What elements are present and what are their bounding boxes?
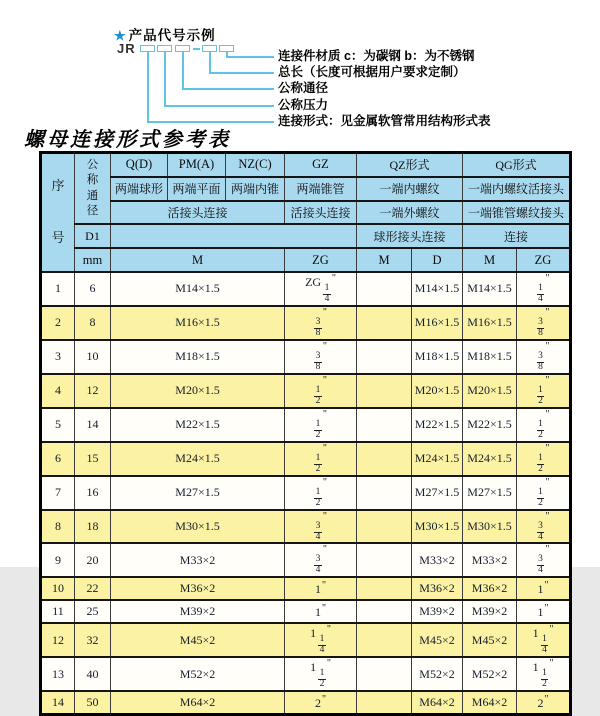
table-row xyxy=(41,600,571,623)
table-cell-m_thread: M52×2 xyxy=(111,657,285,691)
table-cell-qg_m: M30×1.5 xyxy=(463,510,517,544)
table-cell-qz_m xyxy=(357,543,412,577)
table-cell-qg_m: M36×2 xyxy=(463,577,517,600)
code-box-3 xyxy=(175,45,190,52)
code-label-material: 连接件材质 c：为碳钢 b：为不锈钢 xyxy=(278,49,475,63)
header-cell-gz-desc: 两端锥管 xyxy=(285,177,357,201)
table-cell-gz_zg: $\frac{1}{2}$ " xyxy=(285,374,357,408)
table-cell-gz_zg: $\frac{3}{8}$ " xyxy=(285,340,357,374)
table-cell-qz_m xyxy=(357,657,412,691)
table-cell-qg_m: M14×1.5 xyxy=(463,272,517,306)
table-cell-no: 11 xyxy=(41,600,75,623)
table-row xyxy=(41,272,571,306)
table-cell-qg_zg: $\frac{3}{4}$ " xyxy=(517,510,571,544)
table-row xyxy=(41,476,571,510)
table-cell-gz_zg: $\frac{3}{4}$ " xyxy=(285,510,357,544)
code-box-1 xyxy=(140,45,155,52)
table-cell-mm: 40 xyxy=(75,657,111,691)
table-cell-gz_zg: 1 $\frac{1}{4}$ " xyxy=(285,623,357,657)
header-cell-pm: PM(A) xyxy=(168,153,226,177)
table-cell-qg_m: M45×2 xyxy=(463,623,517,657)
table-cell-qg_m: M52×2 xyxy=(463,657,517,691)
code-label-length: 总长（长度可根据用户要求定制） xyxy=(278,65,466,79)
table-cell-no: 6 xyxy=(41,442,75,476)
header-cell-qz-desc: 一端内螺纹 xyxy=(357,177,463,201)
table-row xyxy=(41,442,571,476)
table-cell-no: 1 xyxy=(41,272,75,306)
table-cell-gz_zg: $\frac{1}{2}$ " xyxy=(285,476,357,510)
table-cell-qg_zg: $\frac{1}{2}$ " xyxy=(517,476,571,510)
table-cell-m_thread: M24×1.5 xyxy=(111,442,285,476)
table-row xyxy=(41,306,571,340)
header-cell-blank xyxy=(111,224,357,248)
header-cell-q: Q(D) xyxy=(111,153,168,177)
diagram-title-text: 产品代号示例 xyxy=(128,28,216,43)
table-cell-qz_d: M22×1.5 xyxy=(412,408,463,442)
header-cell-qg: QG形式 xyxy=(463,153,571,177)
header-cell-mm: mm xyxy=(75,248,111,272)
header-cell-gz-conn: 活接头连接 xyxy=(285,201,357,225)
code-prefix: JR xyxy=(117,41,136,56)
table-cell-gz_zg: 2" xyxy=(285,691,357,714)
table-cell-m_thread: M39×2 xyxy=(111,600,285,623)
reference-table xyxy=(39,151,572,716)
table-cell-qg_m: M22×1.5 xyxy=(463,408,517,442)
table-cell-qz_d: M24×1.5 xyxy=(412,442,463,476)
table-cell-mm: 50 xyxy=(75,691,111,714)
table-cell-qg_zg: 1" xyxy=(517,577,571,600)
code-label-connection: 连接形式：见金属软管常用结构形式表 xyxy=(278,114,491,128)
table-cell-qg_m: M18×1.5 xyxy=(463,340,517,374)
table-cell-qz_m xyxy=(357,340,412,374)
table-cell-gz_zg: ZG $\frac{1}{4}$ " xyxy=(285,272,357,306)
connector-line xyxy=(147,52,149,121)
header-cell-qg-zg: ZG xyxy=(517,248,571,272)
connector-line xyxy=(182,88,274,90)
table-cell-qg_zg: $\frac{3}{8}$ " xyxy=(517,340,571,374)
table-cell-mm: 14 xyxy=(75,408,111,442)
table-cell-no: 9 xyxy=(41,543,75,577)
table-cell-qg_zg: 1 $\frac{1}{2}$ " xyxy=(517,657,571,691)
code-box-2 xyxy=(157,45,172,52)
header-cell-nz: NZ(C) xyxy=(226,153,285,177)
table-cell-no: 2 xyxy=(41,306,75,340)
table-cell-qg_zg: $\frac{3}{8}$ " xyxy=(517,306,571,340)
header-cell-seq: 序号 xyxy=(41,153,75,272)
table-cell-qz_d: M30×1.5 xyxy=(412,510,463,544)
table-cell-m_thread: M27×1.5 xyxy=(111,476,285,510)
table-cell-qz_d: M18×1.5 xyxy=(412,340,463,374)
header-cell-qg-conn: 一端锥管螺纹接头 xyxy=(463,201,571,225)
table-cell-gz_zg: $\frac{3}{4}$ " xyxy=(285,543,357,577)
table-row xyxy=(41,510,571,544)
table-cell-mm: 18 xyxy=(75,510,111,544)
table-cell-qz_m xyxy=(357,476,412,510)
header-cell-zg-gz: ZG xyxy=(285,248,357,272)
table-cell-no: 12 xyxy=(41,623,75,657)
connector-line xyxy=(226,56,274,58)
table-cell-m_thread: M16×1.5 xyxy=(111,306,285,340)
header-cell-qz-joint: 球形接头连接 xyxy=(357,224,463,248)
table-cell-gz_zg: 1" xyxy=(285,577,357,600)
table-cell-mm: 6 xyxy=(75,272,111,306)
star-icon: ★ xyxy=(114,28,127,43)
table-cell-m_thread: M20×1.5 xyxy=(111,374,285,408)
table-cell-qz_d: M64×2 xyxy=(412,691,463,714)
table-cell-qz_d: M16×1.5 xyxy=(412,306,463,340)
table-cell-no: 10 xyxy=(41,577,75,600)
table-cell-qz_d: M20×1.5 xyxy=(412,374,463,408)
table-cell-m_thread: M22×1.5 xyxy=(111,408,285,442)
table-cell-qz_d: M36×2 xyxy=(412,577,463,600)
table-cell-qg_zg: $\frac{3}{4}$ " xyxy=(517,543,571,577)
table-cell-no: 3 xyxy=(41,340,75,374)
table-cell-qg_zg: 2" xyxy=(517,691,571,714)
table-row xyxy=(41,577,571,600)
table-cell-mm: 10 xyxy=(75,340,111,374)
table-body xyxy=(41,272,571,714)
code-separator-dash xyxy=(193,48,200,50)
table-cell-qz_m xyxy=(357,691,412,714)
header-cell-qz: QZ形式 xyxy=(357,153,463,177)
table-cell-no: 5 xyxy=(41,408,75,442)
table-cell-qz_m xyxy=(357,374,412,408)
table-row xyxy=(41,657,571,691)
header-cell-nz-desc: 两端内锥 xyxy=(226,177,285,201)
table-cell-mm: 8 xyxy=(75,306,111,340)
table-cell-qz_m xyxy=(357,306,412,340)
header-cell-q-desc: 两端球形 xyxy=(111,177,168,201)
code-label-diameter: 公称通径 xyxy=(278,81,329,95)
header-cell-d1: D1 xyxy=(75,224,111,248)
table-row xyxy=(41,543,571,577)
table-cell-mm: 16 xyxy=(75,476,111,510)
table-cell-gz_zg: 1 $\frac{1}{2}$ " xyxy=(285,657,357,691)
table-cell-qg_m: M33×2 xyxy=(463,543,517,577)
table-cell-qz_m xyxy=(357,577,412,600)
header-cell-qg-m: M xyxy=(463,248,517,272)
table-cell-no: 8 xyxy=(41,510,75,544)
table-cell-qg_zg: $\frac{1}{4}$ " xyxy=(517,272,571,306)
table-cell-qz_d: M45×2 xyxy=(412,623,463,657)
header-cell-m-main: M xyxy=(111,248,285,272)
table-row xyxy=(41,374,571,408)
table-cell-m_thread: M64×2 xyxy=(111,691,285,714)
code-box-5 xyxy=(219,45,234,52)
connector-line xyxy=(182,52,184,88)
connector-line xyxy=(209,52,211,72)
table-cell-qg_m: M20×1.5 xyxy=(463,374,517,408)
table-cell-mm: 22 xyxy=(75,577,111,600)
table-cell-mm: 12 xyxy=(75,374,111,408)
table-cell-mm: 25 xyxy=(75,600,111,623)
table-cell-m_thread: M36×2 xyxy=(111,577,285,600)
table-cell-qz_m xyxy=(357,408,412,442)
header-cell-union-conn: 活接头连接 xyxy=(111,201,285,225)
table-row xyxy=(41,691,571,714)
table-cell-gz_zg: 1" xyxy=(285,600,357,623)
header-cell-dn: 公称通径 xyxy=(75,153,111,225)
table-cell-gz_zg: $\frac{1}{2}$ " xyxy=(285,408,357,442)
table-cell-qg_m: M16×1.5 xyxy=(463,306,517,340)
table-cell-m_thread: M45×2 xyxy=(111,623,285,657)
table-cell-qz_d: M33×2 xyxy=(412,543,463,577)
table-cell-no: 14 xyxy=(41,691,75,714)
table-row xyxy=(41,408,571,442)
table-header xyxy=(41,153,571,272)
table-cell-no: 4 xyxy=(41,374,75,408)
connector-line xyxy=(164,105,274,107)
table-cell-qz_m xyxy=(357,600,412,623)
header-cell-pm-desc: 两端平面 xyxy=(168,177,226,201)
table-cell-qz_m xyxy=(357,272,412,306)
connector-line xyxy=(164,52,166,105)
code-label-pressure: 公称压力 xyxy=(278,98,329,112)
table-cell-qz_m xyxy=(357,442,412,476)
table-cell-m_thread: M14×1.5 xyxy=(111,272,285,306)
table-cell-gz_zg: $\frac{1}{2}$ " xyxy=(285,442,357,476)
table-cell-qg_zg: 1" xyxy=(517,600,571,623)
table-cell-qg_zg: 1 $\frac{1}{4}$ " xyxy=(517,623,571,657)
table-cell-m_thread: M33×2 xyxy=(111,543,285,577)
table-cell-no: 13 xyxy=(41,657,75,691)
table-cell-qg_m: M24×1.5 xyxy=(463,442,517,476)
table-cell-qz_m xyxy=(357,623,412,657)
table-cell-qg_zg: $\frac{1}{2}$ " xyxy=(517,408,571,442)
header-cell-qg-joint: 连接 xyxy=(463,224,571,248)
table-cell-no: 7 xyxy=(41,476,75,510)
header-cell-qz-d: D xyxy=(412,248,463,272)
header-cell-qg-desc: 一端内螺纹活接头 xyxy=(463,177,571,201)
table-cell-qz_d: M52×2 xyxy=(412,657,463,691)
table-cell-qz_m xyxy=(357,510,412,544)
table-cell-qg_m: M39×2 xyxy=(463,600,517,623)
table-cell-qg_zg: $\frac{1}{2}$ " xyxy=(517,442,571,476)
table-cell-m_thread: M30×1.5 xyxy=(111,510,285,544)
table-cell-qz_d: M27×1.5 xyxy=(412,476,463,510)
table-cell-qz_d: M14×1.5 xyxy=(412,272,463,306)
code-box-4 xyxy=(202,45,217,52)
table-cell-qg_m: M27×1.5 xyxy=(463,476,517,510)
header-cell-qz-conn: 一端外螺纹 xyxy=(357,201,463,225)
table-cell-mm: 32 xyxy=(75,623,111,657)
table-cell-gz_zg: $\frac{3}{8}$ " xyxy=(285,306,357,340)
header-cell-qz-m: M xyxy=(357,248,412,272)
header-cell-gz: GZ xyxy=(285,153,357,177)
table-cell-qz_d: M39×2 xyxy=(412,600,463,623)
table-row xyxy=(41,623,571,657)
table-title: 螺母连接形式参考表 xyxy=(24,129,231,151)
connector-line xyxy=(209,72,274,74)
table-row xyxy=(41,340,571,374)
table-cell-mm: 15 xyxy=(75,442,111,476)
table-cell-m_thread: M18×1.5 xyxy=(111,340,285,374)
table-cell-qg_m: M64×2 xyxy=(463,691,517,714)
table-cell-mm: 20 xyxy=(75,543,111,577)
table-cell-qg_zg: $\frac{1}{2}$ " xyxy=(517,374,571,408)
